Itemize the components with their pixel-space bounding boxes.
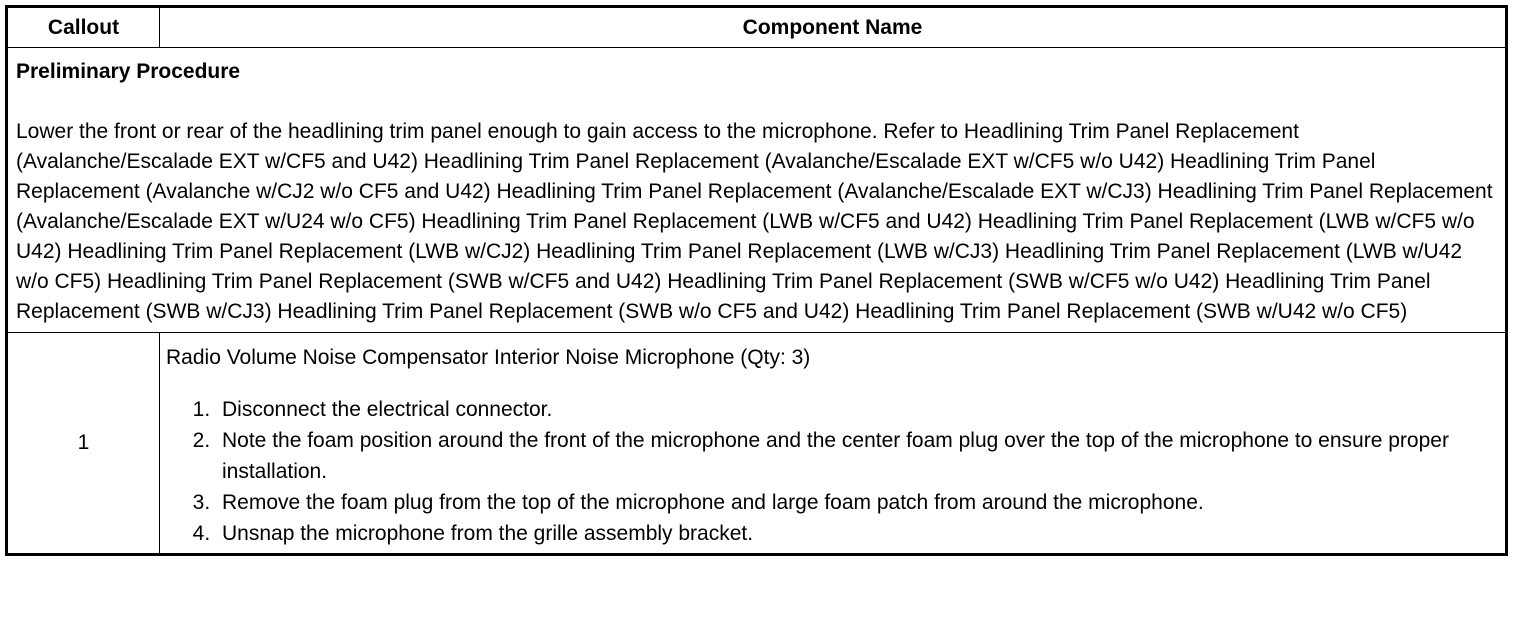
procedure-table: [5, 5, 1508, 556]
component-name-header: Component Name: [160, 7, 1507, 48]
component-cell: [160, 333, 1507, 555]
table-header-row: [7, 7, 1507, 48]
component-name: Radio Volume Noise Compensator Interior Noise Microphone (Qty: 3): [166, 346, 811, 369]
procedure-steps-list: [166, 394, 1497, 549]
procedure-step: 1. Disconnect the electrical connector.: [216, 394, 1497, 425]
callout-number: 1: [7, 333, 160, 555]
procedure-step: 3. Remove the foam plug from the top of the microphone and large foam patch from around the microphone.: [216, 487, 1497, 518]
table-row: [7, 333, 1507, 555]
callout-header: Callout: [7, 7, 160, 48]
preliminary-procedure-title: Preliminary Procedure: [16, 60, 241, 83]
preliminary-procedure-text: Lower the front or rear of the headlining trim panel enough to gain access to the microphone. Refer to Headlining Trim Panel Replacement (Avalanche/Escalade EXT w/CF5 and U42) Headlining Trim Panel Replacement (Avalanche/Escalade EXT w/CF5 w/o U42) Headlining Trim Panel Replacement (Avalanche w/CJ2 w/o CF5 and U42) Headlining Trim Panel Replacement (Avalanche/Escalade EXT w/CJ3) Headlining Trim Panel Replacement (Avalanche/Escalade EXT w/U24 w/o CF5) Headlining Trim Panel Replacement (LWB w/CF5 and U42) Headlining Trim Panel Replacement (LWB w/CF5 w/o U42) Headlining Trim Panel Replacement (LWB w/CJ2) Headlining Trim Panel Replacement (LWB w/CJ3) Headlining Trim Panel Replacement (LWB w/U42 w/o CF5) Headlining Trim Panel Replacement (SWB w/CF5 and U42) Headlining Trim Panel Replacement (SWB w/CF5 w/o U42) Headlining Trim Panel Replacement (SWB w/CJ3) Headlining Trim Panel Replacement (SWB w/o CF5 and U42) Headlining Trim Panel Replacement (SWB w/U42 w/o CF5): [16, 120, 1493, 323]
preliminary-procedure-cell: [7, 48, 1507, 333]
procedure-step: 4. Unsnap the microphone from the grille assembly bracket.: [216, 518, 1497, 549]
preliminary-procedure-row: [7, 48, 1507, 333]
procedure-step: 2. Note the foam position around the front of the microphone and the center foam plug over the top of the microphone to ensure proper installation.: [216, 425, 1497, 487]
